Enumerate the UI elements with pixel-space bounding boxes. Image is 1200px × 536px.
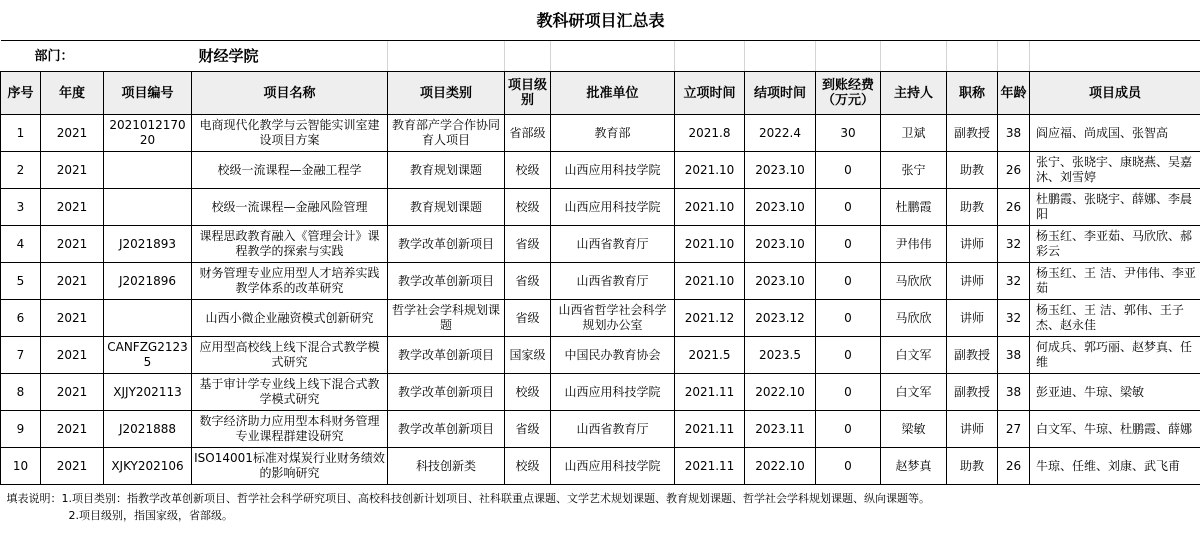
cell-year: 2021 [41, 263, 104, 300]
cell-code: XJKY202106 [104, 448, 192, 485]
cell-no: 3 [1, 189, 41, 226]
cell-members: 牛琼、任维、刘康、武飞甫 [1030, 448, 1200, 485]
cell-rank: 讲师 [947, 300, 998, 337]
cell-name: 财务管理专业应用型人才培养实践教学体系的改革研究 [192, 263, 388, 300]
cell-age: 32 [998, 300, 1030, 337]
cell-approver: 山西省哲学社会科学规划办公室 [551, 300, 675, 337]
cell-members: 彭亚迪、牛琼、梁敏 [1030, 374, 1200, 411]
cell-age: 38 [998, 115, 1030, 152]
cell-members: 何成兵、郭巧丽、赵梦真、任维 [1030, 337, 1200, 374]
cell-funds: 0 [816, 337, 881, 374]
cell-code [104, 300, 192, 337]
cell-funds: 0 [816, 226, 881, 263]
cell-members: 杨玉红、李亚茹、马欣欣、郝彩云 [1030, 226, 1200, 263]
cell-approver: 山西省教育厅 [551, 226, 675, 263]
cell-start: 2021.10 [675, 226, 745, 263]
cell-end: 2023.10 [745, 152, 816, 189]
cell-start: 2021.5 [675, 337, 745, 374]
cell-code: XJJY202113 [104, 374, 192, 411]
cell-category: 科技创新类 [388, 448, 505, 485]
cell-year: 2021 [41, 374, 104, 411]
cell-start: 2021.10 [675, 189, 745, 226]
cell-code: J2021893 [104, 226, 192, 263]
cell-category: 教育规划课题 [388, 189, 505, 226]
cell-end: 2023.10 [745, 263, 816, 300]
cell-level: 校级 [505, 448, 551, 485]
cell-age: 26 [998, 152, 1030, 189]
cell-funds: 0 [816, 189, 881, 226]
cell-year: 2021 [41, 411, 104, 448]
cell-age: 38 [998, 374, 1030, 411]
cell-no: 5 [1, 263, 41, 300]
table-row [1, 152, 1200, 189]
cell-end: 2023.11 [745, 411, 816, 448]
col-members-header: 项目成员 [1030, 72, 1200, 115]
cell-code [104, 189, 192, 226]
cell-end: 2023.10 [745, 189, 816, 226]
cell-start: 2021.12 [675, 300, 745, 337]
cell-approver: 山西省教育厅 [551, 411, 675, 448]
note-line-1: 填表说明：1.项目类别：指教学改革创新项目、哲学社会科学研究项目、高校科技创新计划项目、社科联重点课题、文学艺术规划课题、教育规划课题、哲学社会学科规划课题、纵向课题等。 [6, 492, 930, 505]
cell-name: 应用型高校线上线下混合式教学模式研究 [192, 337, 388, 374]
cell-approver: 中国民办教育协会 [551, 337, 675, 374]
col-end-header: 结项时间 [745, 72, 816, 115]
table-row [1, 300, 1200, 337]
cell-category: 哲学社会学科规划课题 [388, 300, 505, 337]
cell-end: 2023.5 [745, 337, 816, 374]
cell-age: 26 [998, 448, 1030, 485]
cell-leader: 杜鹏霞 [881, 189, 947, 226]
cell-age: 38 [998, 337, 1030, 374]
cell-year: 2021 [41, 448, 104, 485]
cell-age: 26 [998, 189, 1030, 226]
cell-name: 基于审计学专业线上线下混合式教学模式研究 [192, 374, 388, 411]
col-level-header: 项目级别 [505, 72, 551, 115]
cell-end: 2023.10 [745, 226, 816, 263]
note-line-2: 2.项目级别，指国家级，省部级。 [68, 509, 233, 522]
cell-leader: 白文军 [881, 374, 947, 411]
cell-category: 教学改革创新项目 [388, 411, 505, 448]
cell-members: 张宁、张晓宇、康晓燕、吴嘉沐、刘雪婷 [1030, 152, 1200, 189]
cell-end: 2022.4 [745, 115, 816, 152]
cell-code [104, 152, 192, 189]
table-row [1, 115, 1200, 152]
cell-rank: 助教 [947, 152, 998, 189]
cell-leader: 赵梦真 [881, 448, 947, 485]
cell-approver: 山西应用科技学院 [551, 189, 675, 226]
table-row [1, 263, 1200, 300]
cell-year: 2021 [41, 115, 104, 152]
table-title: 教科研项目汇总表 [1, 0, 1200, 41]
col-no-header: 序号 [1, 72, 41, 115]
cell-rank: 讲师 [947, 411, 998, 448]
cell-level: 校级 [505, 374, 551, 411]
header-row [1, 72, 1200, 115]
cell-leader: 尹伟伟 [881, 226, 947, 263]
cell-funds: 30 [816, 115, 881, 152]
cell-code: 202101217020 [104, 115, 192, 152]
cell-leader: 梁敏 [881, 411, 947, 448]
cell-category: 教育规划课题 [388, 152, 505, 189]
cell-end: 2023.12 [745, 300, 816, 337]
col-rank-header: 职称 [947, 72, 998, 115]
cell-approver: 山西省教育厅 [551, 263, 675, 300]
cell-approver: 山西应用科技学院 [551, 152, 675, 189]
col-name-header: 项目名称 [192, 72, 388, 115]
cell-name: 数字经济助力应用型本科财务管理专业课程群建设研究 [192, 411, 388, 448]
cell-name: 课程思政教育融入《管理会计》课程教学的探索与实践 [192, 226, 388, 263]
cell-level: 省级 [505, 411, 551, 448]
cell-name: 山西小微企业融资模式创新研究 [192, 300, 388, 337]
cell-approver: 山西应用科技学院 [551, 448, 675, 485]
cell-end: 2022.10 [745, 374, 816, 411]
cell-rank: 副教授 [947, 374, 998, 411]
cell-age: 27 [998, 411, 1030, 448]
cell-funds: 0 [816, 374, 881, 411]
cell-age: 32 [998, 226, 1030, 263]
cell-no: 6 [1, 300, 41, 337]
cell-leader: 马欣欣 [881, 263, 947, 300]
cell-funds: 0 [816, 152, 881, 189]
cell-year: 2021 [41, 226, 104, 263]
cell-rank: 副教授 [947, 337, 998, 374]
cell-approver: 教育部 [551, 115, 675, 152]
cell-category: 教育部产学合作协同育人项目 [388, 115, 505, 152]
cell-name: 校级一流课程—金融工程学 [192, 152, 388, 189]
cell-category: 教学改革创新项目 [388, 226, 505, 263]
table-row [1, 374, 1200, 411]
cell-level: 校级 [505, 152, 551, 189]
cell-approver: 山西应用科技学院 [551, 374, 675, 411]
cell-age: 32 [998, 263, 1030, 300]
table-row [1, 448, 1200, 485]
table-row [1, 189, 1200, 226]
cell-rank: 讲师 [947, 263, 998, 300]
cell-level: 校级 [505, 189, 551, 226]
cell-name: ISO14001标准对煤炭行业财务绩效的影响研究 [192, 448, 388, 485]
cell-rank: 副教授 [947, 115, 998, 152]
department-label: 部门： [1, 41, 104, 72]
cell-funds: 0 [816, 448, 881, 485]
col-approver-header: 批准单位 [551, 72, 675, 115]
cell-year: 2021 [41, 337, 104, 374]
cell-leader: 白文军 [881, 337, 947, 374]
cell-no: 8 [1, 374, 41, 411]
cell-level: 国家级 [505, 337, 551, 374]
cell-category: 教学改革创新项目 [388, 337, 505, 374]
cell-code: CANFZG21235 [104, 337, 192, 374]
cell-leader: 马欣欣 [881, 300, 947, 337]
cell-members: 阎应福、尚成国、张智高 [1030, 115, 1200, 152]
table-row [1, 411, 1200, 448]
cell-leader: 卫斌 [881, 115, 947, 152]
cell-start: 2021.11 [675, 448, 745, 485]
cell-level: 省级 [505, 263, 551, 300]
col-age-header: 年龄 [998, 72, 1030, 115]
cell-category: 教学改革创新项目 [388, 263, 505, 300]
fill-instructions [1, 485, 1200, 530]
cell-rank: 助教 [947, 448, 998, 485]
cell-year: 2021 [41, 152, 104, 189]
cell-level: 省级 [505, 300, 551, 337]
cell-level: 省部级 [505, 115, 551, 152]
cell-members: 杨玉红、王 洁、郭伟、王子杰、赵永佳 [1030, 300, 1200, 337]
cell-funds: 0 [816, 263, 881, 300]
cell-year: 2021 [41, 300, 104, 337]
cell-start: 2021.11 [675, 411, 745, 448]
cell-funds: 0 [816, 300, 881, 337]
cell-no: 2 [1, 152, 41, 189]
cell-code: J2021888 [104, 411, 192, 448]
cell-funds: 0 [816, 411, 881, 448]
cell-year: 2021 [41, 189, 104, 226]
table-row [1, 337, 1200, 374]
cell-members: 杨玉红、王 洁、尹伟伟、李亚茹 [1030, 263, 1200, 300]
cell-code: J2021896 [104, 263, 192, 300]
col-code-header: 项目编号 [104, 72, 192, 115]
cell-name: 校级一流课程—金融风险管理 [192, 189, 388, 226]
cell-level: 省级 [505, 226, 551, 263]
cell-members: 杜鹏霞、张晓宇、薛娜、李晨阳 [1030, 189, 1200, 226]
cell-start: 2021.10 [675, 152, 745, 189]
cell-end: 2022.10 [745, 448, 816, 485]
col-leader-header: 主持人 [881, 72, 947, 115]
cell-no: 7 [1, 337, 41, 374]
cell-start: 2021.10 [675, 263, 745, 300]
cell-start: 2021.11 [675, 374, 745, 411]
table-row [1, 226, 1200, 263]
col-funds-header: 到账经费（万元） [816, 72, 881, 115]
cell-name: 电商现代化教学与云智能实训室建设项目方案 [192, 115, 388, 152]
department-name: 财经学院 [104, 41, 388, 72]
cell-members: 白文军、牛琼、杜鹏霞、薛娜 [1030, 411, 1200, 448]
cell-no: 10 [1, 448, 41, 485]
cell-no: 1 [1, 115, 41, 152]
col-start-header: 立项时间 [675, 72, 745, 115]
col-category-header: 项目类别 [388, 72, 505, 115]
cell-category: 教学改革创新项目 [388, 374, 505, 411]
cell-no: 4 [1, 226, 41, 263]
col-year-header: 年度 [41, 72, 104, 115]
cell-no: 9 [1, 411, 41, 448]
cell-rank: 讲师 [947, 226, 998, 263]
cell-rank: 助教 [947, 189, 998, 226]
cell-start: 2021.8 [675, 115, 745, 152]
cell-leader: 张宁 [881, 152, 947, 189]
